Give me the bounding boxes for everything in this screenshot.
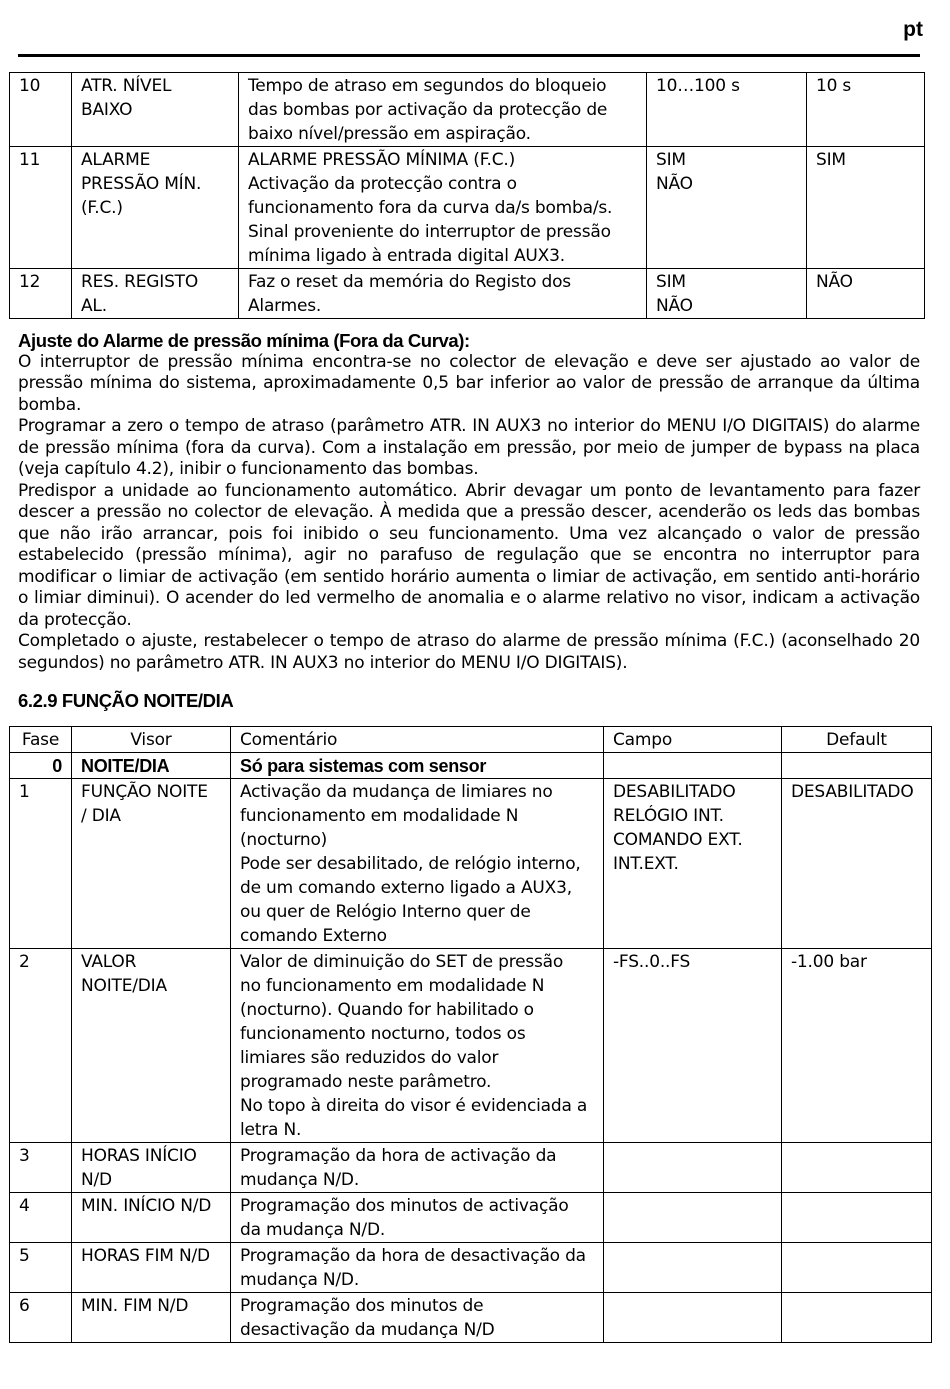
header-visor: Visor — [72, 727, 231, 753]
default-cell: -1.00 bar — [782, 949, 932, 1143]
header-comentario: Comentário — [231, 727, 604, 753]
campo-cell: -FS..0..FS — [604, 949, 782, 1143]
header-rule — [18, 54, 920, 57]
header-fase: Fase — [10, 727, 72, 753]
fase-cell: 0 — [10, 753, 72, 779]
visor-cell: HORAS FIM N/D — [72, 1243, 231, 1293]
default-cell: NÃO — [807, 269, 925, 319]
fase-cell: 11 — [10, 147, 72, 269]
default-cell — [782, 1143, 932, 1193]
campo-cell: SIM NÃO — [647, 269, 807, 319]
min-pressure-adjustment-section — [18, 330, 920, 674]
comentario-cell: ALARME PRESSÃO MÍNIMA (F.C.) Activação da protecção contra o funcionamento fora da curva da/s bomba/s. Sinal proveniente do interruptor de pressão mínima ligado à entrada digital AUX3. — [239, 147, 647, 269]
default-cell — [782, 1193, 932, 1243]
fase-cell: 4 — [10, 1193, 72, 1243]
fase-cell: 6 — [10, 1293, 72, 1343]
table-row — [10, 269, 925, 319]
table-header-row — [10, 727, 932, 753]
paragraph: O interruptor de pressão mínima encontra-se no colector de elevação e deve ser ajustado ao valor de pressão mínima do sistema, aproximadamente 0,5 bar inferior ao valor de pressão de arranque da última bomba. — [18, 351, 920, 415]
default-cell — [782, 753, 932, 779]
visor-cell: FUNÇÃO NOITE / DIA — [72, 779, 231, 949]
default-cell — [782, 1243, 932, 1293]
visor-cell: ALARME PRESSÃO MÍN. (F.C.) — [72, 147, 239, 269]
table-row — [10, 1143, 932, 1193]
comentario-cell: Valor de diminuição do SET de pressão no funcionamento em modalidade N (nocturno). Quando for habilitado o funcionamento nocturno, todos os limiares são reduzidos do valor programado neste parâmetro. No topo à direita do visor é evidenciada a letra N. — [231, 949, 604, 1143]
visor-cell: MIN. FIM N/D — [72, 1293, 231, 1343]
table-row — [10, 147, 925, 269]
visor-cell: MIN. INÍCIO N/D — [72, 1193, 231, 1243]
campo-cell — [604, 1293, 782, 1343]
table-row — [10, 949, 932, 1143]
campo-cell — [604, 1193, 782, 1243]
campo-cell — [604, 753, 782, 779]
comentario-cell: Programação da hora de desactivação da mudança N/D. — [231, 1243, 604, 1293]
table-row-menu-title — [10, 753, 932, 779]
default-cell: 10 s — [807, 73, 925, 147]
fase-cell: 1 — [10, 779, 72, 949]
fase-cell: 10 — [10, 73, 72, 147]
table-row — [10, 73, 925, 147]
parameters-table-2 — [9, 726, 932, 1343]
default-cell: SIM — [807, 147, 925, 269]
fase-cell: 2 — [10, 949, 72, 1143]
visor-cell: VALOR NOITE/DIA — [72, 949, 231, 1143]
fase-cell: 5 — [10, 1243, 72, 1293]
header-default: Default — [782, 727, 932, 753]
parameters-table-1 — [9, 72, 925, 319]
visor-cell: NOITE/DIA — [72, 753, 231, 779]
comentario-cell: Activação da mudança de limiares no funcionamento em modalidade N (nocturno) Pode ser desabilitado, de relógio interno, de um comando externo ligado a AUX3, ou quer de Relógio Interno quer de comando Externo — [231, 779, 604, 949]
campo-cell: 10…100 s — [647, 73, 807, 147]
paragraph: Predispor a unidade ao funcionamento automático. Abrir devagar um ponto de levantamento para fazer descer a pressão no colector de elevação. À medida que a pressão descer, acenderão os leds das bombas que não irão arrancar, pois foi inibido o seu funcionamento. Uma vez alcançado o valor de pressão estabelecido (pressão mínima), agir no parafuso de regulação que se encontra no interruptor para modificar o limiar de activação (em sentido horário aumenta o limiar de activação, em sentido anti-horário o limiar diminui). O acender do led vermelho de anomalia e o alarme relativo no visor, indicam a activação da protecção. — [18, 480, 920, 630]
comentario-cell: Só para sistemas com sensor — [231, 753, 604, 779]
default-cell: DESABILITADO — [782, 779, 932, 949]
comentario-cell: Tempo de atraso em segundos do bloqueio das bombas por activação da protecção de baixo nível/pressão em aspiração. — [239, 73, 647, 147]
comentario-cell: Programação dos minutos de desactivação da mudança N/D — [231, 1293, 604, 1343]
header-campo: Campo — [604, 727, 782, 753]
visor-cell: RES. REGISTO AL. — [72, 269, 239, 319]
section-title: Ajuste do Alarme de pressão mínima (Fora da Curva): — [18, 330, 470, 351]
campo-cell — [604, 1143, 782, 1193]
fase-cell: 12 — [10, 269, 72, 319]
table-row — [10, 1193, 932, 1243]
paragraph: Completado o ajuste, restabelecer o tempo de atraso do alarme de pressão mínima (F.C.) (aconselhado 20 segundos) no parâmetro ATR. IN AUX3 no interior do MENU I/O DIGITAIS). — [18, 631, 920, 673]
table-row — [10, 1293, 932, 1343]
paragraph: Programar a zero o tempo de atraso (parâmetro ATR. IN AUX3 no interior do MENU I/O DIGITAIS) do alarme de pressão mínima (fora da curva). Com a instalação em pressão, por meio de jumper de bypass na placa (veja capítulo 4.2), inibir o funcionamento das bombas. — [18, 416, 920, 479]
visor-cell: ATR. NÍVEL BAIXO — [72, 73, 239, 147]
campo-cell: DESABILITADO RELÓGIO INT. COMANDO EXT. INT.EXT. — [604, 779, 782, 949]
visor-cell: HORAS INÍCIO N/D — [72, 1143, 231, 1193]
comentario-cell: Faz o reset da memória do Registo dos Alarmes. — [239, 269, 647, 319]
fase-cell: 3 — [10, 1143, 72, 1193]
campo-cell: SIM NÃO — [647, 147, 807, 269]
table-row — [10, 779, 932, 949]
default-cell — [782, 1293, 932, 1343]
language-code: pt — [903, 18, 923, 41]
comentario-cell: Programação da hora de activação da mudança N/D. — [231, 1143, 604, 1193]
table-row — [10, 1243, 932, 1293]
section-heading: 6.2.9 FUNÇÃO NOITE/DIA — [18, 690, 234, 711]
comentario-cell: Programação dos minutos de activação da mudança N/D. — [231, 1193, 604, 1243]
campo-cell — [604, 1243, 782, 1293]
